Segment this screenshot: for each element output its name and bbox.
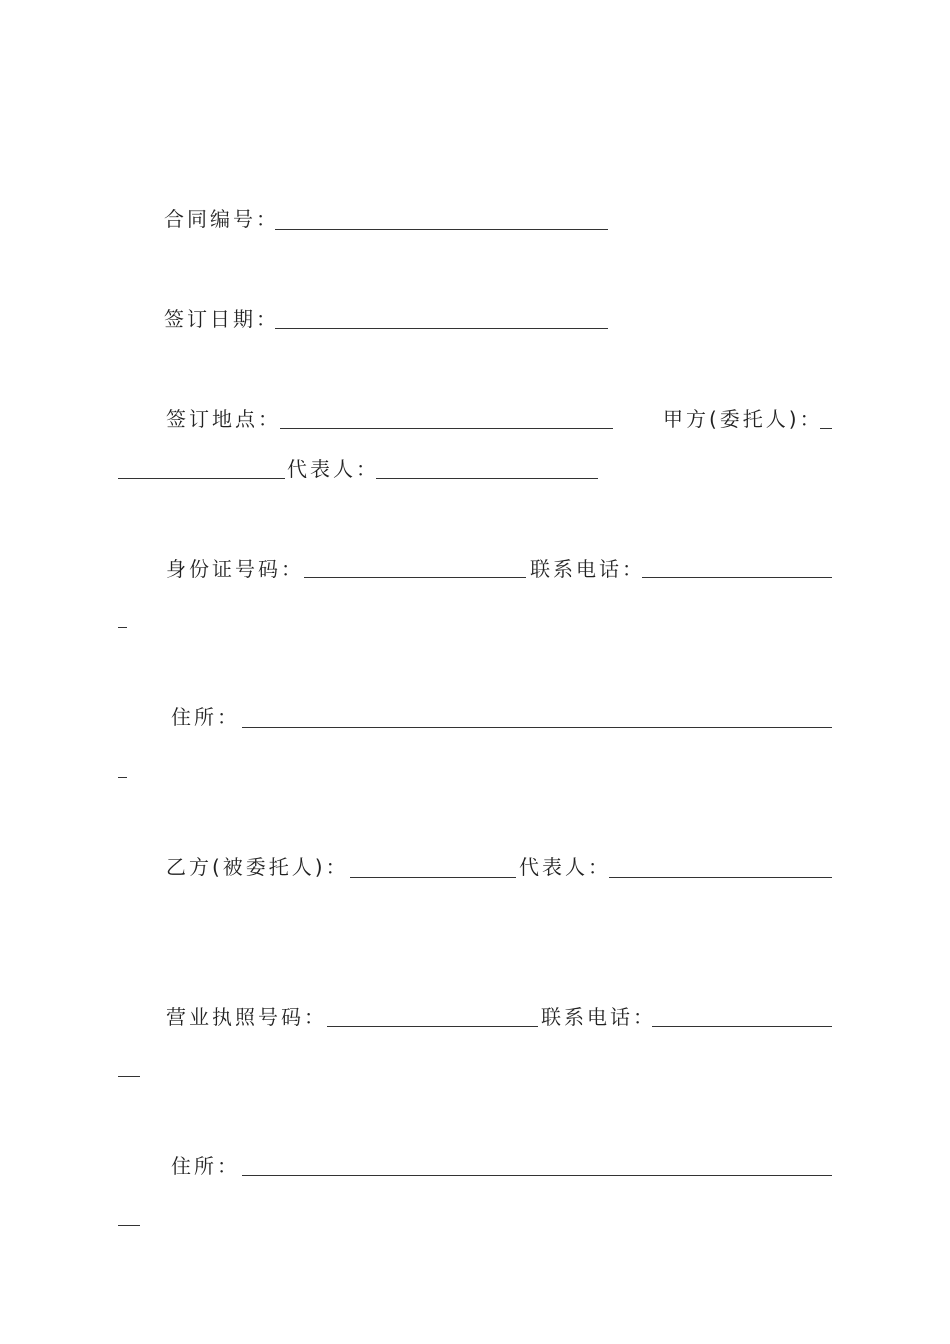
party-b-address-blank[interactable]: [242, 1175, 832, 1176]
party-a-phone-blank[interactable]: [642, 577, 832, 578]
party-a-rep-label: 代表人：: [287, 457, 379, 481]
id-no-label: 身份证号码：: [166, 557, 304, 581]
party-b-phone-blank-cont[interactable]: [118, 1076, 140, 1077]
party-b-phone-blank[interactable]: [652, 1026, 832, 1027]
party-a-rep-blank[interactable]: [376, 478, 598, 479]
party-b-blank[interactable]: [350, 877, 516, 878]
sign-date-blank[interactable]: [275, 328, 608, 329]
party-b-label: 乙方(被委托人)：: [166, 855, 349, 879]
party-a-blank[interactable]: [118, 478, 285, 479]
license-no-label: 营业执照号码：: [166, 1005, 327, 1029]
party-a-address-label: 住所：: [171, 705, 240, 729]
party-b-rep-label: 代表人：: [519, 855, 611, 879]
contract-no-label: 合同编号：: [164, 207, 279, 231]
party-a-address-blank-cont[interactable]: [118, 777, 127, 778]
contract-no-blank[interactable]: [275, 229, 608, 230]
party-a-address-blank[interactable]: [242, 727, 832, 728]
license-no-blank[interactable]: [327, 1026, 538, 1027]
sign-place-label: 签订地点：: [166, 407, 281, 431]
party-b-address-blank-cont[interactable]: [118, 1225, 140, 1226]
party-a-label: 甲方(委托人)：: [663, 407, 823, 431]
party-b-rep-blank[interactable]: [609, 877, 832, 878]
party-b-address-label: 住所：: [171, 1154, 240, 1178]
sign-place-blank[interactable]: [280, 428, 613, 429]
party-b-phone-label: 联系电话：: [541, 1005, 656, 1029]
party-a-phone-label: 联系电话：: [530, 557, 645, 581]
party-a-phone-blank-cont[interactable]: [118, 627, 127, 628]
sign-date-label: 签订日期：: [164, 307, 279, 331]
party-a-blank-start[interactable]: [820, 428, 832, 429]
id-no-blank[interactable]: [304, 577, 526, 578]
